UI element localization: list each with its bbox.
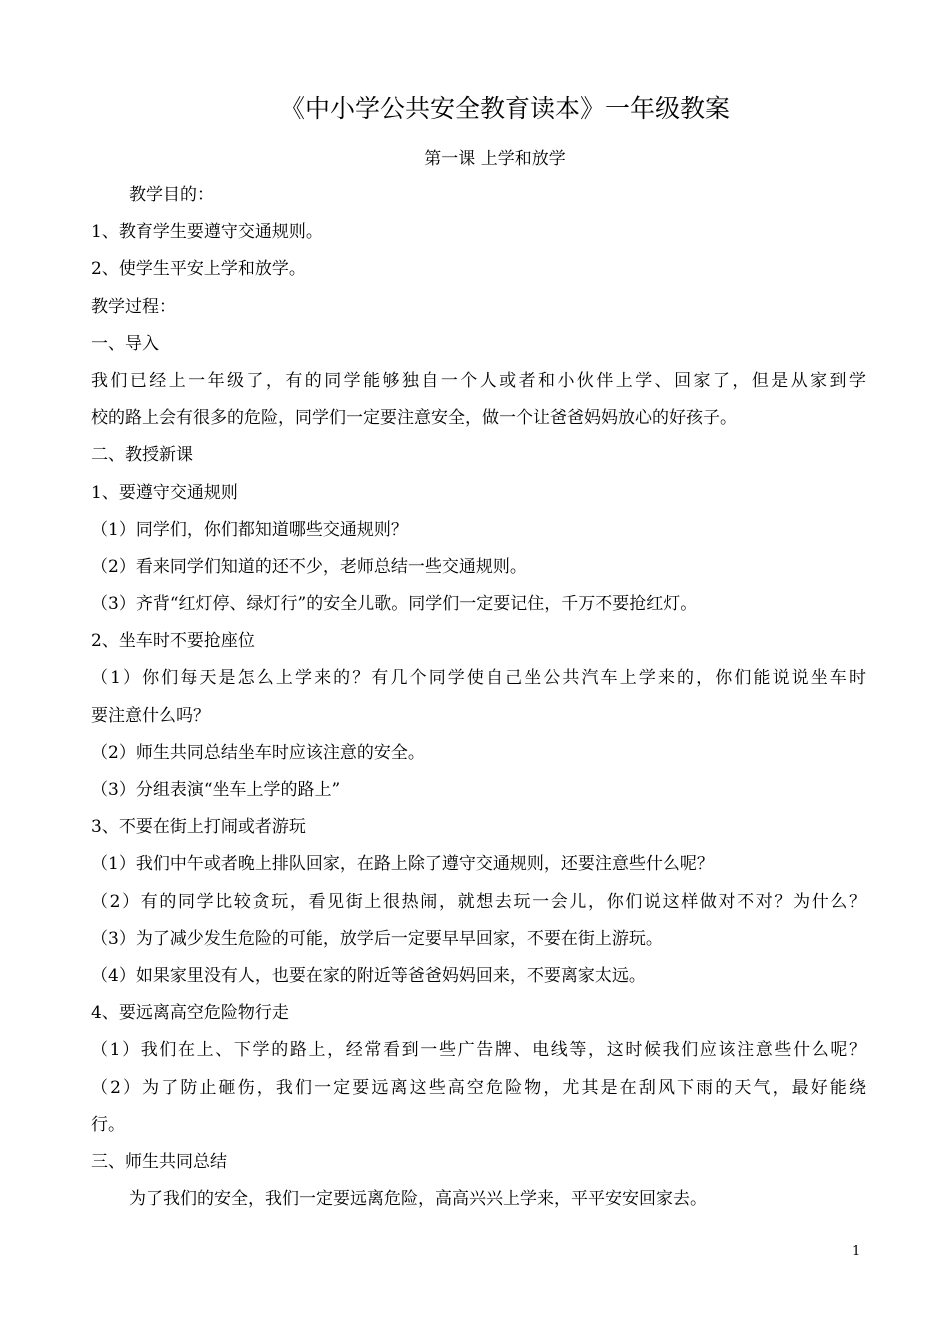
list-item: （3）分组表演“坐车上学的路上”: [91, 780, 341, 800]
document-body: [91, 180, 866, 1221]
topic-heading: 3、不要在街上打闹或者游玩: [91, 817, 306, 838]
topic-heading: 1、要遵守交通规则: [91, 482, 238, 503]
list-item: （2）为了防止砸伤，我们一定要远离这些高空危险物，尤其是在刮风下雨的天气，最好能绕: [91, 1077, 866, 1098]
list-item: （3）为了减少发生危险的可能，放学后一定要早早回家，不要在街上游玩。: [91, 928, 663, 949]
list-item: （2）看来同学们知道的还不少，老师总结一些交通规则。: [91, 556, 527, 577]
list-item: （2）师生共同总结坐车时应该注意的安全。: [91, 742, 425, 763]
list-item: （2）有的同学比较贪玩，看见街上很热闹，就想去玩一会儿，你们说这样做对不对？为什么？: [91, 891, 866, 912]
topic-heading: 4、要远离高空危险物行走: [91, 1003, 289, 1024]
page-number: 1: [852, 1244, 861, 1259]
list-item: （1）同学们，你们都知道哪些交通规则？: [91, 519, 408, 540]
topic-heading: 2、坐车时不要抢座位: [91, 631, 255, 652]
list-item: （1）我们在上、下学的路上，经常看到一些广告牌、电线等，这时候我们应该注意些什么呢？: [91, 1040, 866, 1061]
part-heading-intro: 一、导入: [91, 333, 159, 354]
list-item: （1）我们中午或者晚上排队回家，在路上除了遵守交通规则，还要注意些什么呢？: [91, 854, 714, 875]
summary-paragraph: 为了我们的安全，我们一定要远离危险，高高兴兴上学来，平平安安回家去。: [129, 1189, 707, 1210]
list-item-continued: 行。: [91, 1114, 125, 1135]
list-item: （4）如果家里没有人，也要在家的附近等爸爸妈妈回来，不要离家太远。: [91, 965, 646, 986]
objective-item: 2、使学生平安上学和放学。: [91, 259, 306, 280]
list-item: （3）齐背“红灯停、绿灯行”的安全儿歌。同学们一定要记住，千万不要抢红灯。: [91, 594, 698, 615]
part-heading-new-lesson: 二、教授新课: [91, 445, 193, 466]
section-heading-process: 教学过程：: [91, 296, 176, 317]
objective-item: 1、教育学生要遵守交通规则。: [91, 222, 323, 243]
lesson-title: 第一课 上学和放学: [424, 149, 566, 169]
section-heading-objectives: 教学目的：: [129, 185, 214, 205]
part-heading-summary: 三、师生共同总结: [91, 1151, 227, 1172]
paragraph-line: 校的路上会有很多的危险，同学们一定要注意安全，做一个让爸爸妈妈放心的好孩子。: [91, 408, 737, 429]
list-item: （1）你们每天是怎么上学来的？有几个同学使自己坐公共汽车上学来的，你们能说说坐车时: [91, 668, 866, 689]
document-title: 《中小学公共安全教育读本》一年级教案: [279, 94, 730, 123]
list-item-continued: 要注意什么吗？: [91, 705, 210, 726]
paragraph-line: 我们已经上一年级了，有的同学能够独自一个人或者和小伙伴上学、回家了，但是从家到学: [91, 370, 866, 391]
